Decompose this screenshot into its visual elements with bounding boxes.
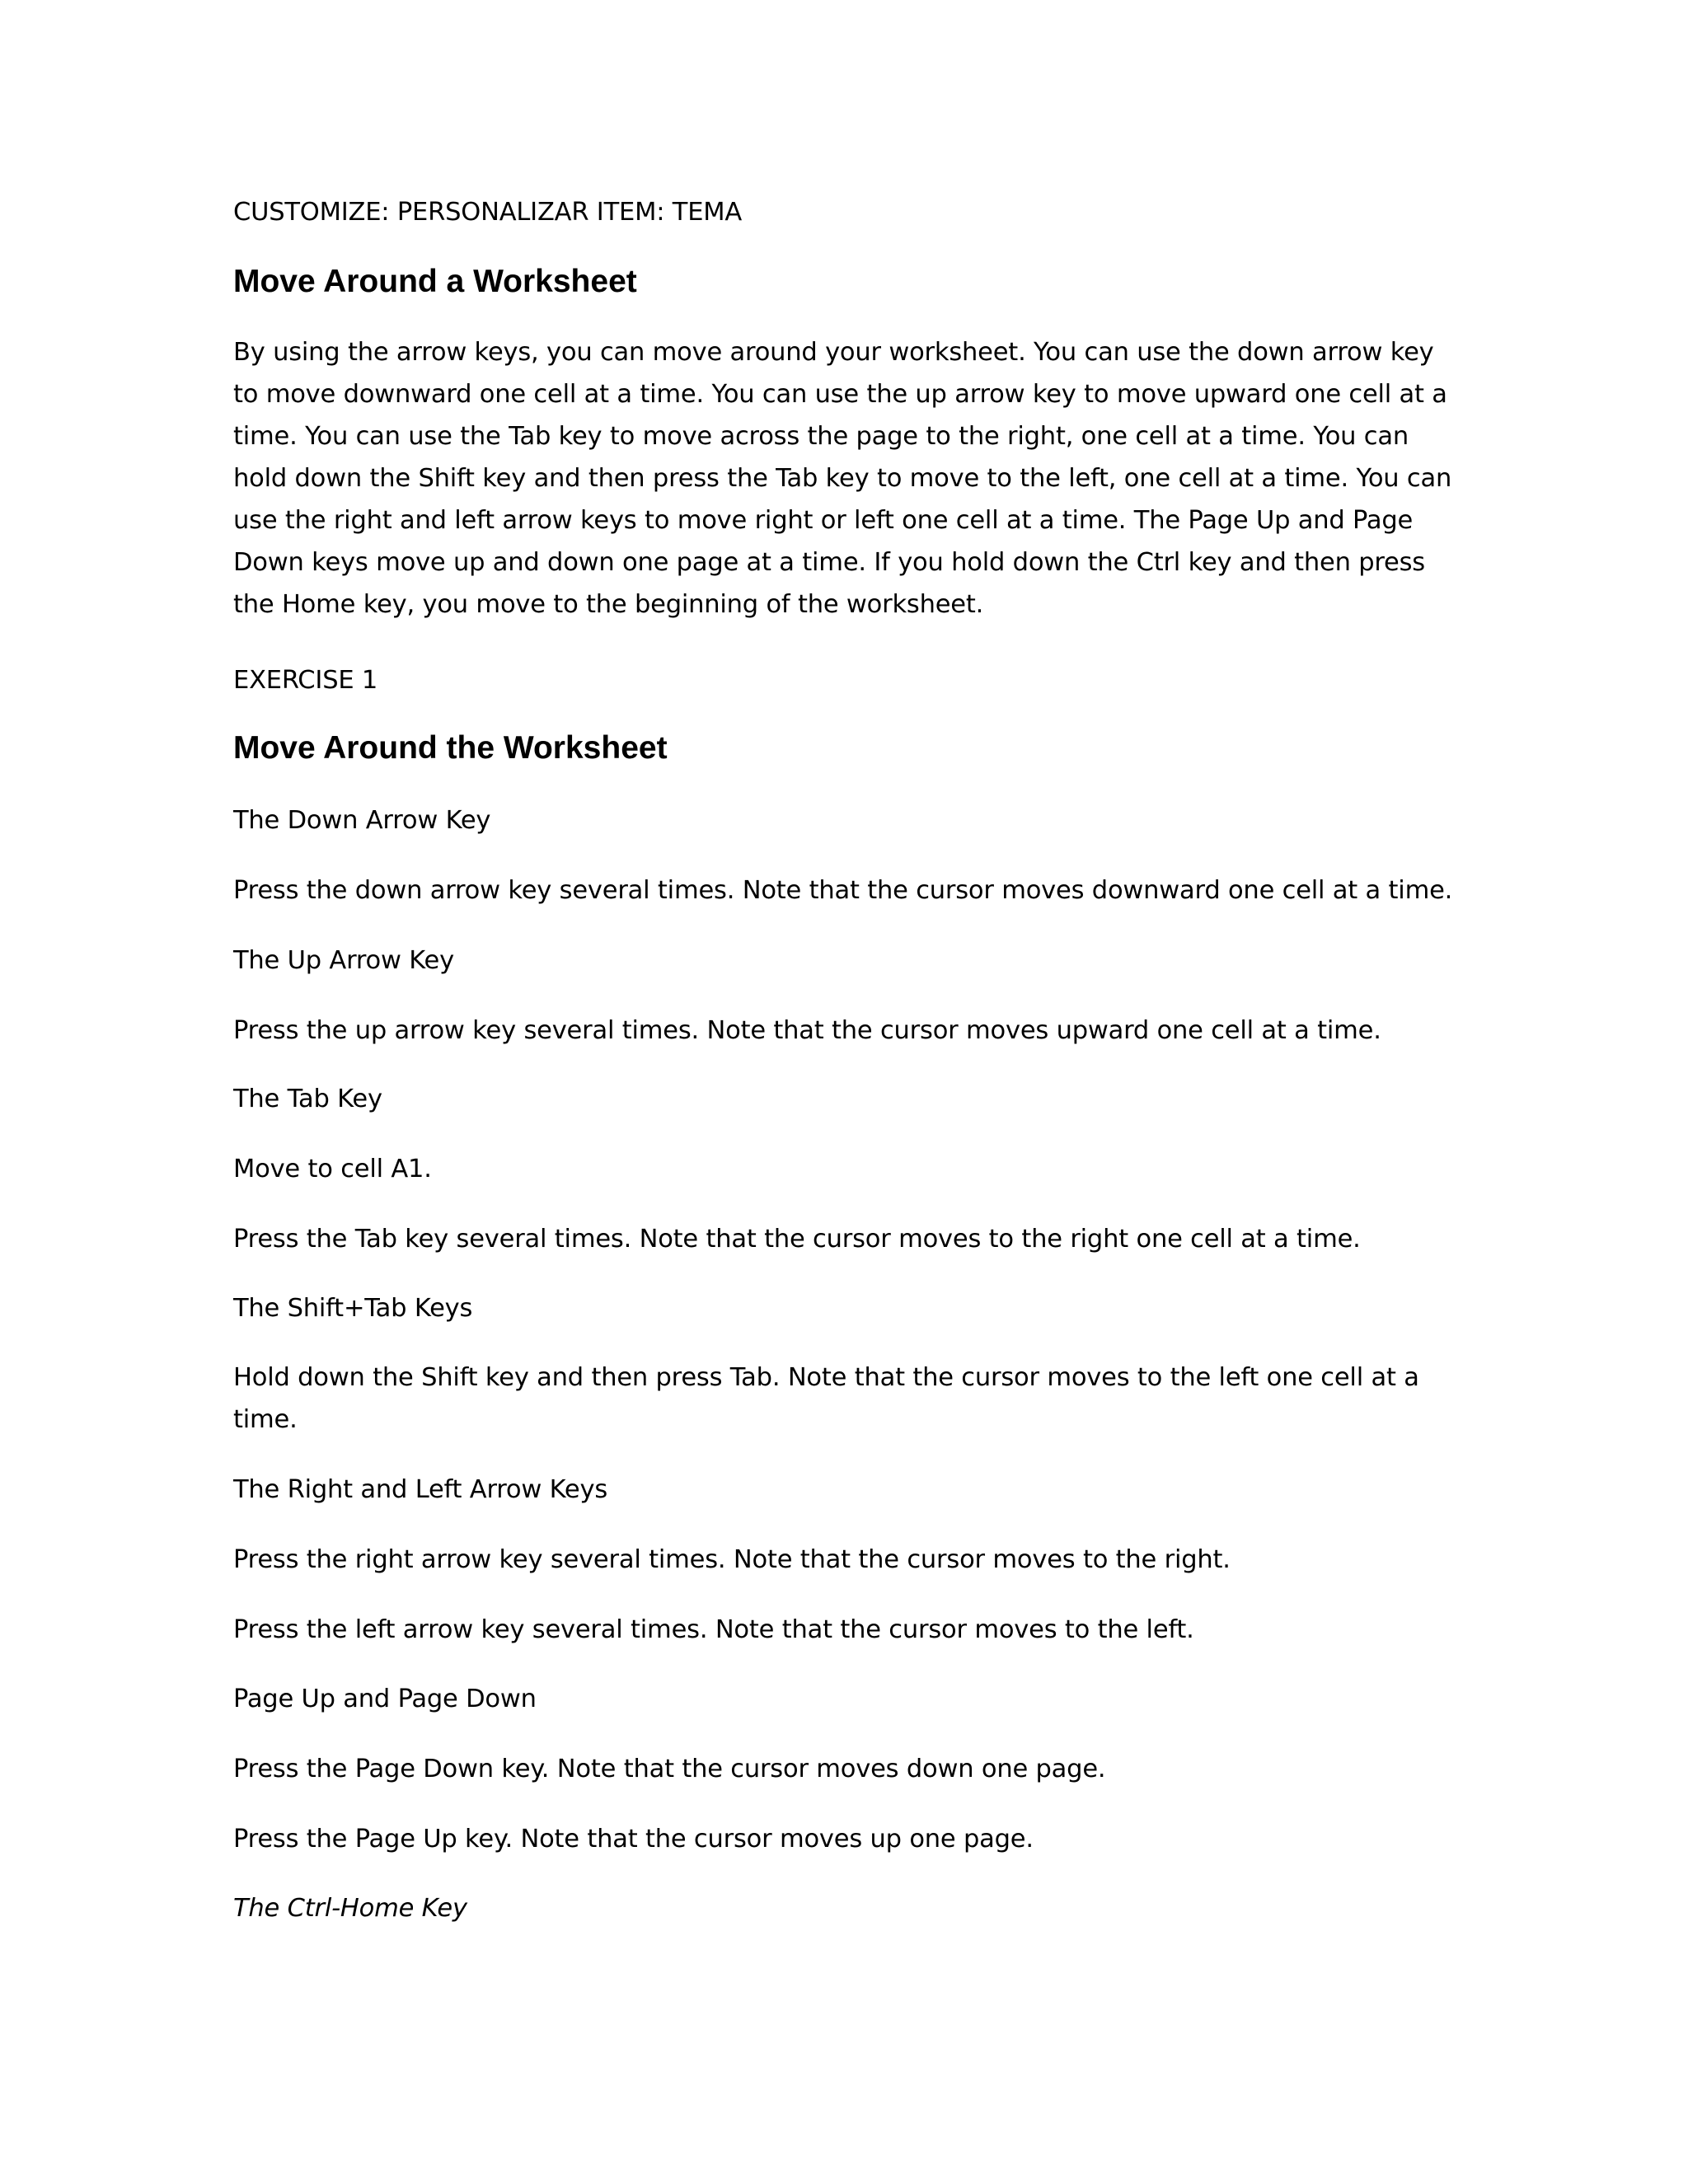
heading-move-around-the-worksheet: Move Around the Worksheet [233, 730, 668, 766]
shift-tab-line: Hold down the Shift key and then press Tab. Note that the cursor moves to the left one cell at a [233, 1363, 1419, 1392]
subheading-tab-key: The Tab Key [233, 1085, 382, 1113]
intro-line: the Home key, you move to the beginning of the worksheet. [233, 590, 984, 619]
instruction-up-arrow: Press the up arrow key several times. Note that the cursor moves upward one cell at a time. [233, 1016, 1381, 1045]
instruction-move-to-a1: Move to cell A1. [233, 1155, 432, 1183]
exercise-label: EXERCISE 1 [233, 666, 378, 695]
subheading-shift-tab-keys: The Shift+Tab Keys [233, 1294, 473, 1323]
instruction-page-down: Press the Page Down key. Note that the cursor moves down one page. [233, 1755, 1106, 1783]
intro-line: By using the arrow keys, you can move around your worksheet. You can use the down arrow key [233, 338, 1434, 367]
instruction-shift-tab [233, 1357, 1453, 1441]
intro-line: hold down the Shift key and then press the Tab key to move to the left, one cell at a time. You can [233, 464, 1452, 493]
header-line: CUSTOMIZE: PERSONALIZAR ITEM: TEMA [233, 198, 743, 227]
subheading-ctrl-home-key: The Ctrl-Home Key [233, 1894, 467, 1923]
intro-line: use the right and left arrow keys to move right or left one cell at a time. The Page Up and Page [233, 506, 1414, 535]
intro-paragraph [233, 331, 1453, 626]
subheading-down-arrow-key: The Down Arrow Key [233, 806, 491, 835]
instruction-tab-key: Press the Tab key several times. Note that the cursor moves to the right one cell at a time. [233, 1225, 1361, 1254]
shift-tab-line: time. [233, 1405, 298, 1434]
subheading-up-arrow-key: The Up Arrow Key [233, 946, 454, 975]
instruction-left-arrow: Press the left arrow key several times. Note that the cursor moves to the left. [233, 1615, 1194, 1644]
intro-line: time. You can use the Tab key to move across the page to the right, one cell at a time. You can [233, 422, 1409, 451]
instruction-down-arrow: Press the down arrow key several times. Note that the cursor moves downward one cell at a time. [233, 876, 1453, 905]
instruction-right-arrow: Press the right arrow key several times. Note that the cursor moves to the right. [233, 1545, 1231, 1574]
heading-move-around-a-worksheet: Move Around a Worksheet [233, 264, 637, 299]
subheading-right-left-arrow-keys: The Right and Left Arrow Keys [233, 1475, 608, 1504]
instruction-page-up: Press the Page Up key. Note that the cursor moves up one page. [233, 1825, 1034, 1854]
intro-line: to move downward one cell at a time. You can use the up arrow key to move upward one cell at a [233, 380, 1447, 409]
subheading-page-up-down: Page Up and Page Down [233, 1685, 537, 1713]
intro-line: Down keys move up and down one page at a time. If you hold down the Ctrl key and then press [233, 548, 1425, 577]
